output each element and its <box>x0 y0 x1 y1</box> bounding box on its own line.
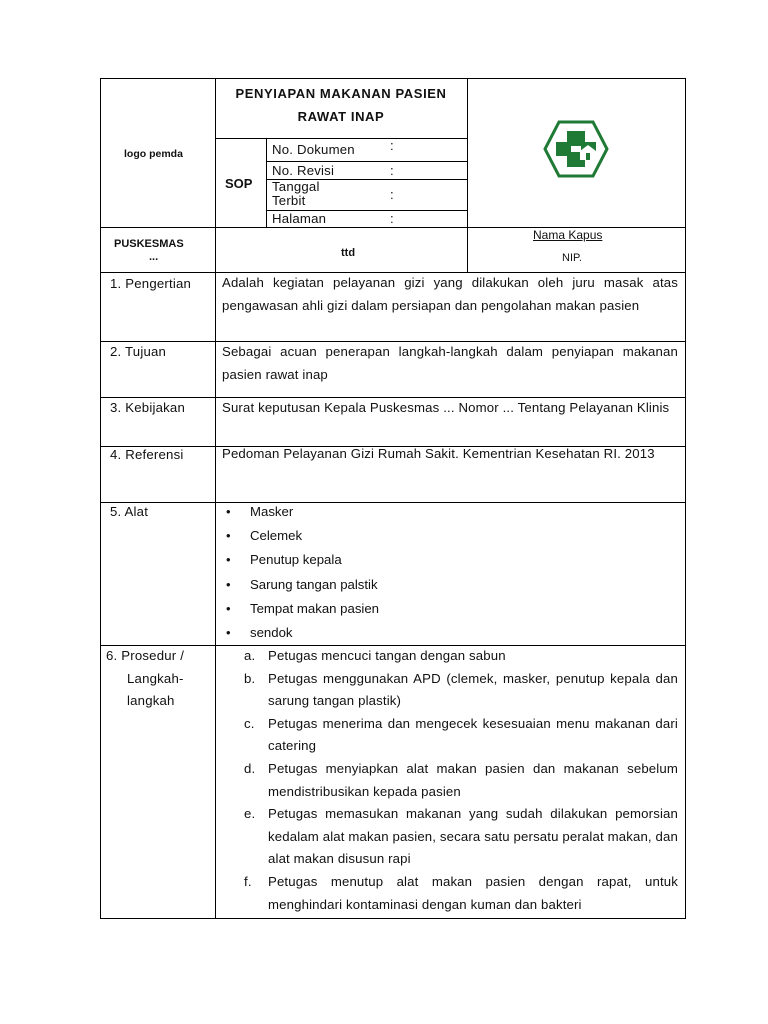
logo-pemda-label: logo pemda <box>124 148 183 160</box>
bullet-icon: • <box>226 624 231 640</box>
bullet-icon: • <box>226 600 231 616</box>
label-pengertian: 1. Pengertian <box>110 276 192 291</box>
puskesmas-logo <box>543 120 609 178</box>
list-item: • sendok <box>226 624 293 640</box>
logo-cross-inner <box>571 146 581 152</box>
prosedur-list <box>244 645 678 916</box>
list-item: • Celemek <box>226 528 303 544</box>
list-item: • Sarung tangan palstik <box>226 576 378 592</box>
field-label-revisi: No. Revisi <box>272 163 335 178</box>
label-kebijakan: 3. Kebijakan <box>110 400 185 415</box>
label-alat: 5. Alat <box>110 504 149 519</box>
step-text: Petugas menutup alat makan pasien dengan rapat, untuk menghindari kontaminasi dengan kuman dan bakteri <box>268 873 678 912</box>
list-item <box>244 803 678 871</box>
sop-label: SOP <box>225 176 253 191</box>
bullet-icon: • <box>226 576 231 592</box>
list-item <box>244 668 678 713</box>
list-item: • Tempat makan pasien <box>226 600 380 616</box>
step-marker: d. <box>244 760 256 776</box>
field-label-tanggal: Tanggal Terbit <box>272 179 320 208</box>
step-text: Petugas menggunakan APD (clemek, masker, penutup kepala dan sarung tangan plastik) <box>268 670 678 709</box>
bullet-icon: • <box>226 528 231 544</box>
list-item: • Masker <box>226 504 294 519</box>
field-label-halaman: Halaman <box>272 211 327 226</box>
puskesmas-label: PUSKESMAS <box>114 238 184 250</box>
list-item <box>244 871 678 916</box>
list-item <box>244 713 678 758</box>
step-marker: c. <box>244 715 255 731</box>
content-referensi: Pedoman Pelayanan Gizi Rumah Sakit. Kementrian Kesehatan RI. 2013 <box>222 446 655 461</box>
title-line-1: PENYIAPAN MAKANAN PASIEN <box>235 86 447 101</box>
step-marker: f. <box>244 873 252 889</box>
content-tujuan: Sebagai acuan penerapan langkah-langkah dalam penyiapan makanan pasien rawat inap <box>222 344 678 382</box>
list-item <box>244 758 678 803</box>
step-marker: a. <box>244 648 256 663</box>
content-kebijakan: Surat keputusan Kepala Puskesmas ... Nomor ... Tentang Pelayanan Klinis <box>222 400 670 415</box>
list-item: • Penutup kepala <box>226 552 342 568</box>
kapus-nip: NIP. <box>562 252 582 264</box>
bullet-icon: • <box>226 552 231 568</box>
title-line-2: RAWAT INAP <box>297 109 385 124</box>
field-colon-revisi: : <box>390 163 394 178</box>
row-prosedur-label-cell <box>100 645 216 919</box>
field-label-dokumen: No. Dokumen <box>272 142 355 157</box>
row-alat-label-cell <box>100 502 216 646</box>
step-text: Petugas mencuci tangan dengan sabun <box>268 648 506 663</box>
step-marker: e. <box>244 806 256 822</box>
bullet-icon: • <box>226 504 231 519</box>
step-text: Petugas menyiapkan alat makan pasien dan makanan sebelum mendistribusikan kepada pasien <box>268 760 678 799</box>
kapus-name: Nama Kapus <box>533 228 603 242</box>
step-text: Petugas memasukan makanan yang sudah dilakukan pemorsian kedalam alat makan pasien, secara satu persatu peralat makan, dan alat makan disusun rapi <box>268 806 679 867</box>
content-pengertian: Adalah kegiatan pelayanan gizi yang dilakukan oleh juru masak atas pengawasan ahli gizi dalam persiapan dan pengolahan makan pasien <box>222 275 678 313</box>
logo-house-door <box>586 153 590 160</box>
step-marker: b. <box>244 670 256 686</box>
label-referensi: 4. Referensi <box>110 447 184 462</box>
field-colon-dokumen: : <box>390 138 394 153</box>
puskesmas-ellipsis: ... <box>149 251 159 263</box>
label-tujuan: 2. Tujuan <box>110 344 167 359</box>
field-colon-tanggal: : <box>390 187 394 202</box>
alat-list <box>222 503 379 648</box>
list-item <box>244 645 678 668</box>
label-prosedur-1: 6. Prosedur / <box>106 648 185 663</box>
label-prosedur-3: langkah <box>127 693 175 708</box>
label-prosedur-2: Langkah- <box>127 671 184 686</box>
ttd-label: ttd <box>341 247 356 259</box>
field-colon-halaman: : <box>390 211 394 226</box>
puskesmas-cell <box>100 227 216 273</box>
step-text: Petugas menerima dan mengecek kesesuaian menu makanan dari catering <box>268 715 678 754</box>
